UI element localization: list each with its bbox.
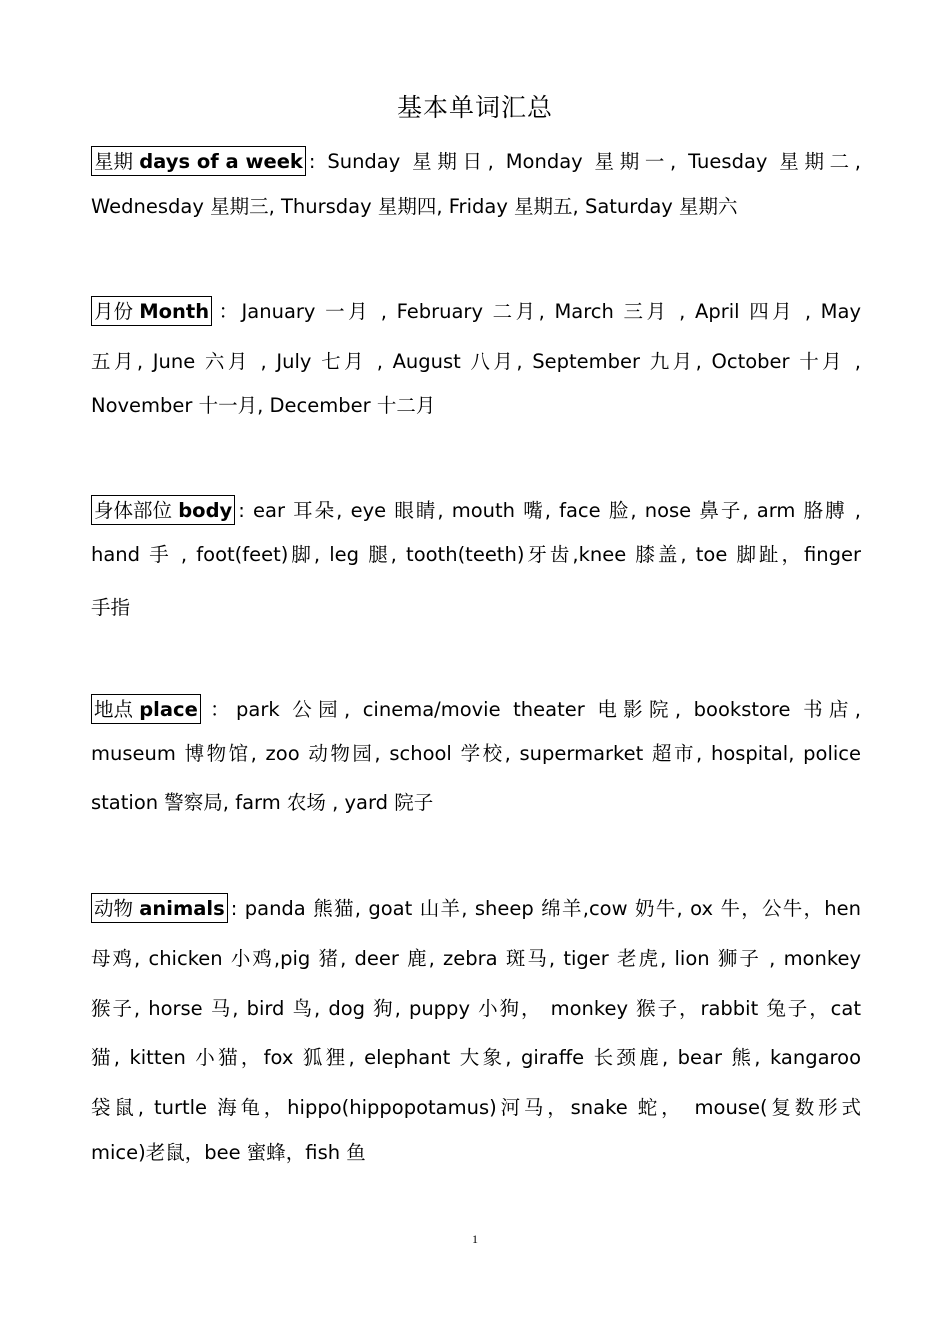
- section-line: November 十一月, December 十二月: [91, 394, 436, 417]
- line-text: ：park 公园, cinema/movie theater 电影院, bookstore 书店,: [203, 698, 861, 721]
- section-line: 母鸡, chicken 小鸡,pig 猪, deer 鹿, zebra 斑马, tiger 老虎, lion 狮子 , monkey: [91, 947, 861, 970]
- section-line: mice)老鼠，bee 蜜蜂，fish 鱼: [91, 1141, 366, 1164]
- section-line: [91, 295, 861, 329]
- line-text: : ear 耳朵, eye 眼睛, mouth 嘴, face 脸, nose 鼻子, arm 胳膊 ,: [238, 499, 861, 522]
- section-line: 猫, kitten 小猫，fox 狐狸, elephant 大象, giraffe 长颈鹿, bear 熊, kangaroo: [91, 1046, 861, 1069]
- heading-en: days of a week: [139, 150, 303, 173]
- heading-en: animals: [139, 897, 225, 920]
- heading-en: Month: [139, 300, 210, 323]
- heading-en: place: [139, 698, 198, 721]
- page-title: 基本单词汇总: [396, 93, 553, 122]
- section-line: 手指: [91, 596, 131, 619]
- heading-cn: 身体部位: [94, 499, 173, 522]
- heading-en: body: [178, 499, 233, 522]
- section-line: station 警察局, farm 农场 , yard 院子: [91, 791, 434, 814]
- section-line: museum 博物馆, zoo 动物园, school 学校, supermarket 超市, hospital, police: [91, 742, 861, 765]
- heading-cn: 动物: [94, 897, 134, 920]
- page-number: 1: [472, 1232, 478, 1246]
- section-line: [91, 892, 861, 926]
- section-line: [91, 693, 861, 727]
- section-line: 五月, June 六月 , July 七月 , August 八月, September 九月, October 十月 ,: [91, 350, 861, 373]
- section-line: 袋鼠, turtle 海龟，hippo(hippopotamus)河马，snake 蛇， mouse(复数形式: [91, 1096, 861, 1119]
- section-heading: [91, 893, 228, 923]
- section-heading: [91, 296, 212, 326]
- line-text: : Sunday 星期日, Monday 星期一, Tuesday 星期二,: [308, 150, 861, 173]
- section-heading: [91, 694, 201, 724]
- section-line: hand 手 , foot(feet)脚, leg 腿, tooth(teeth)牙齿,knee 膝盖, toe 脚趾，finger: [91, 543, 861, 566]
- line-text: ：January 一月 , February 二月, March 三月 , April 四月 , May: [215, 300, 861, 323]
- section-line: Wednesday 星期三, Thursday 星期四, Friday 星期五, Saturday 星期六: [91, 195, 738, 218]
- section-line: [91, 494, 861, 528]
- line-text: : panda 熊猫, goat 山羊, sheep 绵羊,cow 奶牛, ox 牛，公牛，hen: [230, 897, 861, 920]
- heading-cn: 地点: [94, 698, 134, 721]
- heading-cn: 月份: [94, 300, 134, 323]
- section-heading: [91, 146, 306, 176]
- heading-cn: 星期: [94, 150, 134, 173]
- section-line: [91, 145, 861, 179]
- section-line: 猴子, horse 马, bird 鸟, dog 狗, puppy 小狗， monkey 猴子，rabbit 兔子，cat: [91, 997, 861, 1020]
- section-heading: [91, 495, 235, 525]
